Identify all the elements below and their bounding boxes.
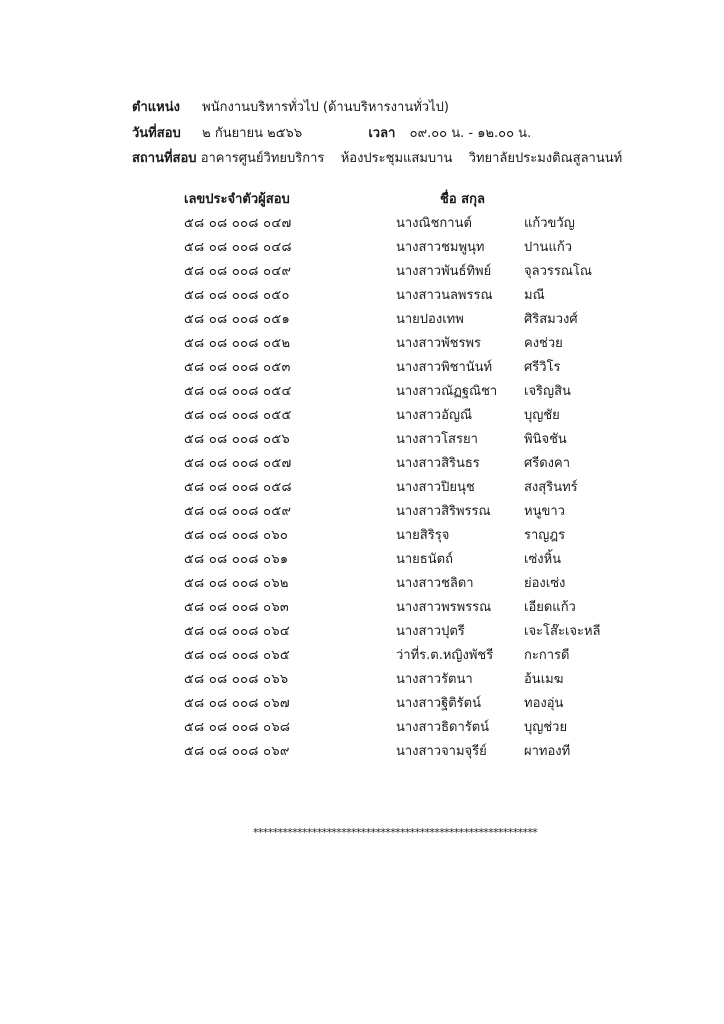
- candidate-first-name: นางสาวพิชานันท์: [396, 360, 493, 375]
- table-row: [0, 716, 724, 740]
- candidate-last-name: ผาทองที: [524, 744, 571, 759]
- table-row: [0, 212, 724, 236]
- candidate-first-name: นายปองเทพ: [396, 312, 464, 327]
- candidate-first-name: นางสาวสิริพรรณ: [396, 504, 491, 519]
- position-value: พนักงานบริหารทั่วไป (ด้านบริหารงานทั่วไป): [202, 100, 449, 115]
- table-row: [0, 740, 724, 764]
- date-line: [132, 122, 531, 143]
- candidate-first-name: นายธนัตถ์: [396, 552, 453, 567]
- candidate-id: ๕๘ ๐๘ ๐๐๘ ๐๖๖: [184, 672, 289, 687]
- time-value: ๐๙.๐๐ น. - ๑๒.๐๐ น.: [409, 126, 532, 141]
- candidate-id: ๕๘ ๐๘ ๐๐๘ ๐๖๒: [184, 576, 289, 591]
- candidate-last-name: ทองอุ่น: [524, 696, 564, 711]
- candidate-id: ๕๘ ๐๘ ๐๐๘ ๐๖๐: [184, 528, 289, 543]
- table-row: [0, 620, 724, 644]
- candidate-first-name: นายสิริรุจ: [396, 528, 450, 543]
- candidate-last-name: แก้วขวัญ: [524, 216, 575, 231]
- candidate-first-name: นางสาวพรพรรณ: [396, 600, 492, 615]
- candidate-last-name: เอียดแก้ว: [524, 600, 576, 615]
- candidate-id: ๕๘ ๐๘ ๐๐๘ ๐๕๕: [184, 408, 292, 423]
- candidate-first-name: นางณิชกานต์: [396, 216, 472, 231]
- candidate-last-name: หนูขาว: [524, 504, 565, 519]
- candidate-id: ๕๘ ๐๘ ๐๐๘ ๐๕๓: [184, 360, 291, 375]
- time-label: เวลา: [368, 126, 396, 141]
- candidate-list: [0, 212, 724, 764]
- candidate-id: ๕๘ ๐๘ ๐๐๘ ๐๕๑: [184, 312, 291, 327]
- date-value: ๒ กันยายน ๒๕๖๖: [202, 126, 303, 141]
- candidate-last-name: เซ่งหิ้น: [524, 552, 562, 567]
- table-row: [0, 668, 724, 692]
- candidate-first-name: นางสาวจามจุรีย์: [396, 744, 487, 759]
- candidate-last-name: บุญช่วย: [524, 720, 568, 735]
- candidate-last-name: ย่องเซ่ง: [524, 576, 566, 591]
- candidate-first-name: นางสาวพันธ์ทิพย์: [396, 264, 492, 279]
- candidate-id: ๕๘ ๐๘ ๐๐๘ ๐๕๘: [184, 480, 292, 495]
- candidate-last-name: ศรีดงคา: [524, 456, 571, 471]
- candidate-last-name: เจะโส๊ะเจะหลี: [524, 624, 601, 639]
- candidate-last-name: อ้นเมฆ: [524, 672, 564, 687]
- candidate-id: ๕๘ ๐๘ ๐๐๘ ๐๕๙: [184, 504, 292, 519]
- candidate-first-name: นางสาวฐิติรัตน์: [396, 696, 481, 711]
- candidate-first-name: นางสาวโสรยา: [396, 432, 478, 447]
- position-label: ตำแหน่ง: [132, 100, 180, 115]
- candidate-last-name: ปานแก้ว: [524, 240, 572, 255]
- candidate-last-name: ศรีวิโร: [524, 360, 561, 375]
- column-header-id: เลขประจำตัวผู้สอบ: [184, 192, 290, 207]
- candidate-first-name: นางสาวสิรินธร: [396, 456, 480, 471]
- candidate-id: ๕๘ ๐๘ ๐๐๘ ๐๕๖: [184, 432, 291, 447]
- column-header-name: ชื่อ สกุล: [440, 192, 485, 207]
- table-row: [0, 332, 724, 356]
- candidate-last-name: มณี: [524, 288, 545, 303]
- candidate-id: ๕๘ ๐๘ ๐๐๘ ๐๖๗: [184, 696, 290, 711]
- candidate-last-name: เจริญสิน: [524, 384, 571, 399]
- candidate-id: ๕๘ ๐๘ ๐๐๘ ๐๕๗: [184, 456, 292, 471]
- candidate-id: ๕๘ ๐๘ ๐๐๘ ๐๔๘: [184, 240, 292, 255]
- place-line: [132, 147, 622, 168]
- candidate-first-name: นางสาวพัชรพร: [396, 336, 481, 351]
- candidate-last-name: บุญชัย: [524, 408, 560, 423]
- table-row: [0, 596, 724, 620]
- candidate-last-name: กะการดี: [524, 648, 570, 663]
- candidate-first-name: นางสาวปุตรี: [396, 624, 465, 639]
- candidate-last-name: จุลวรรณโณ: [524, 264, 592, 279]
- candidate-last-name: สงสุรินทร์: [524, 480, 578, 495]
- candidate-first-name: นางสาวณัฏฐณิชา: [396, 384, 498, 399]
- table-row: [0, 548, 724, 572]
- candidate-first-name: นางสาวปิยนุช: [396, 480, 475, 495]
- candidate-id: ๕๘ ๐๘ ๐๐๘ ๐๖๔: [184, 624, 291, 639]
- candidate-id: ๕๘ ๐๘ ๐๐๘ ๐๖๙: [184, 744, 290, 759]
- candidate-id: ๕๘ ๐๘ ๐๐๘ ๐๖๕: [184, 648, 291, 663]
- table-row: [0, 524, 724, 548]
- table-row: [0, 644, 724, 668]
- table-row: [0, 452, 724, 476]
- place-college: วิทยาลัยประมงติณสูลานนท์: [468, 151, 623, 166]
- candidate-id: ๕๘ ๐๘ ๐๐๘ ๐๖๓: [184, 600, 290, 615]
- candidate-first-name: ว่าที่ร.ต.หญิงพัชรี: [396, 648, 494, 663]
- place-label: สถานที่สอบ: [132, 151, 197, 166]
- table-row: [0, 404, 724, 428]
- table-row: [0, 236, 724, 260]
- candidate-first-name: นางสาวรัตนา: [396, 672, 473, 687]
- candidate-last-name: ราญฎร: [524, 528, 566, 543]
- candidate-id: ๕๘ ๐๘ ๐๐๘ ๐๕๔: [184, 384, 292, 399]
- table-row: [0, 380, 724, 404]
- table-row: [0, 356, 724, 380]
- table-row: [0, 500, 724, 524]
- table-row: [0, 476, 724, 500]
- place-room: ห้องประชุมแสมบาน: [340, 151, 453, 166]
- candidate-last-name: พินิจชัน: [524, 432, 567, 447]
- candidate-first-name: นางสาวชลิดา: [396, 576, 474, 591]
- table-row: [0, 308, 724, 332]
- candidate-first-name: นางสาวอัญณี: [396, 408, 473, 423]
- candidate-first-name: นางสาวนลพรรณ: [396, 288, 493, 303]
- footer-separator: **********************************************************: [253, 826, 538, 839]
- place-building: อาคารศูนย์วิทยบริการ: [200, 151, 325, 166]
- candidate-id: ๕๘ ๐๘ ๐๐๘ ๐๔๗: [184, 216, 292, 231]
- candidate-last-name: คงช่วย: [524, 336, 563, 351]
- position-line: [132, 96, 449, 117]
- candidate-id: ๕๘ ๐๘ ๐๐๘ ๐๖๑: [184, 552, 289, 567]
- candidate-id: ๕๘ ๐๘ ๐๐๘ ๐๔๙: [184, 264, 292, 279]
- table-row: [0, 260, 724, 284]
- date-label: วันที่สอบ: [132, 126, 181, 141]
- table-row: [0, 572, 724, 596]
- candidate-id: ๕๘ ๐๘ ๐๐๘ ๐๖๘: [184, 720, 291, 735]
- candidate-last-name: ศิริสมวงศ์: [524, 312, 578, 327]
- table-row: [0, 692, 724, 716]
- candidate-id: ๕๘ ๐๘ ๐๐๘ ๐๕๐: [184, 288, 290, 303]
- table-row: [0, 284, 724, 308]
- candidate-first-name: นางสาวธิดารัตน์: [396, 720, 490, 735]
- candidate-first-name: นางสาวชมพูนุท: [396, 240, 485, 255]
- table-row: [0, 428, 724, 452]
- candidate-id: ๕๘ ๐๘ ๐๐๘ ๐๕๒: [184, 336, 291, 351]
